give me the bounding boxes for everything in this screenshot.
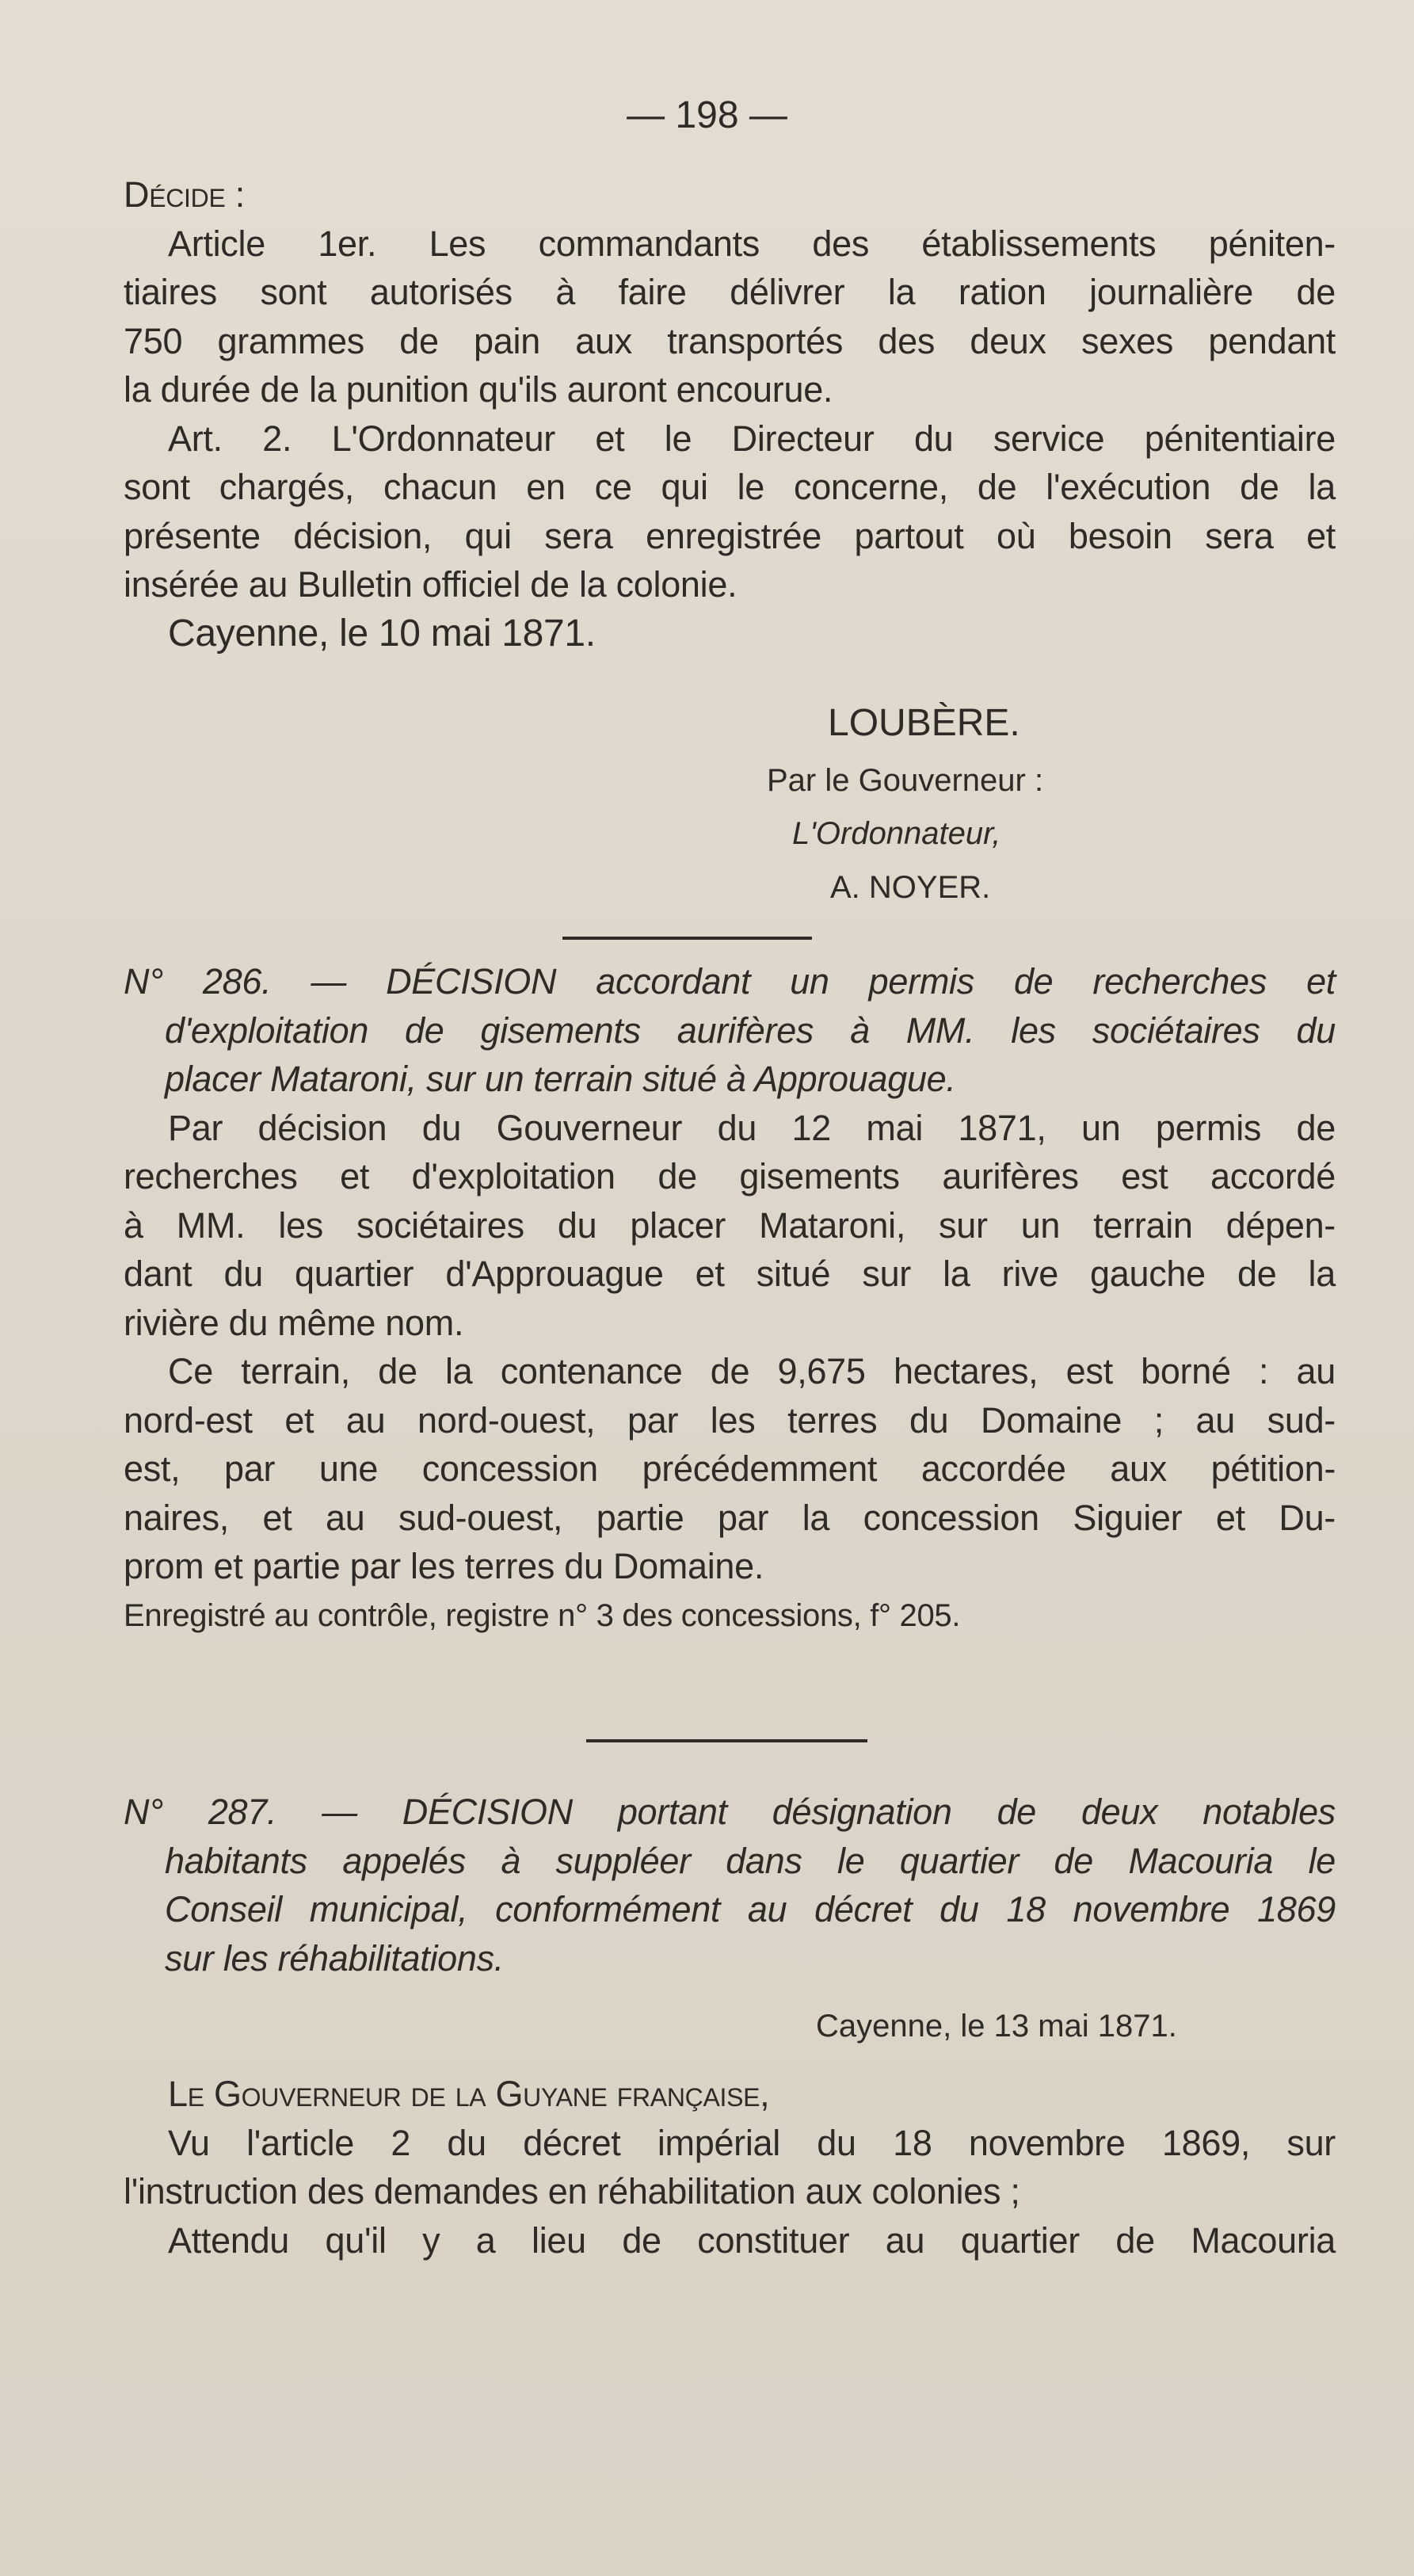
decision-287-line: Attendu qu'il y a lieu de constituer au quartier de Macouria	[168, 2219, 1336, 2261]
art1-line: tiaires sont autorisés à faire délivrer la ration journalière de	[124, 272, 1336, 312]
decision-287-line: l'instruction des demandes en réhabilitation aux colonies ;	[124, 2171, 1020, 2212]
art1-line: 750 grammes de pain aux transportés des deux sexes pendant	[124, 320, 1336, 361]
art1-line: la durée de la punition qu'ils auront encourue.	[124, 369, 833, 410]
decision-287-title-line: sur les réhabilitations.	[165, 1937, 505, 1979]
signature-title: L'Ordonnateur,	[792, 816, 1001, 851]
decision-286-title-line: placer Mataroni, sur un terrain situé à Approuague.	[165, 1059, 956, 1099]
decision-286	[124, 957, 1336, 1640]
decision-287-title-line: Conseil municipal, conformément au décret du 18 novembre 1869	[165, 1889, 1336, 1929]
date-line: Cayenne, le 10 mai 1871.	[168, 612, 596, 654]
decision-286-registered: Enregistré au contrôle, registre n° 3 des concessions, f° 205.	[124, 1597, 961, 1633]
art2-line: présente décision, qui sera enregistrée partout où besoin sera et	[124, 515, 1336, 556]
decision-287-body	[124, 2070, 1336, 2265]
decision-286-para-line: Ce terrain, de la contenance de 9,675 hectares, est borné : au	[168, 1351, 1336, 1391]
decision-286-para-line: dant du quartier d'Approuague et situé sur la rive gauche de la	[124, 1254, 1336, 1294]
decision-287-line: Vu l'article 2 du décret impérial du 18 novembre 1869, sur	[168, 2122, 1336, 2163]
decision-286-title-line: d'exploitation de gisements aurifères à MM. les sociétaires du	[165, 1009, 1336, 1051]
decision-286-para-line: nord-est et au nord-ouest, par les terres du Domaine ; au sud-	[124, 1399, 1336, 1441]
decision-286-para-line: Par décision du Gouverneur du 12 mai 1871, un permis de	[168, 1107, 1336, 1148]
decree-body	[124, 170, 1336, 658]
signature-signer: A. NOYER.	[830, 870, 991, 905]
art2-line: Art. 2. L'Ordonnateur et le Directeur du service pénitentiaire	[168, 418, 1336, 459]
section-divider	[586, 1739, 867, 1742]
page-number: — 198 —	[627, 94, 787, 136]
decision-286-para-line: recherches et d'exploitation de gisements aurifères est accordé	[124, 1156, 1336, 1196]
art1-line: Article 1er. Les commandants des établissements péniten-	[168, 223, 1336, 264]
decision-287	[124, 1788, 1336, 1983]
decision-286-para-line: est, par une concession précédemment accordée aux pétition-	[124, 1448, 1336, 1489]
decide-heading: Décide :	[124, 174, 245, 215]
art2-line: sont chargés, chacun en ce qui le concerne, de l'exécution de la	[124, 467, 1336, 507]
decision-287-title-line: habitants appelés à suppléer dans le quartier de Macouria le	[165, 1840, 1336, 1881]
decision-287-date: Cayenne, le 13 mai 1871.	[816, 2009, 1177, 2044]
decision-286-title-line: N° 286. — DÉCISION accordant un permis de recherches et	[124, 961, 1336, 1002]
decision-286-para-line: rivière du même nom.	[124, 1302, 464, 1343]
decision-286-para-line: à MM. les sociétaires du placer Mataroni, sur un terrain dépen-	[124, 1204, 1336, 1246]
decision-287-line: Le Gouverneur de la Guyane française,	[168, 2074, 770, 2114]
section-divider	[562, 937, 812, 940]
decision-287-title-line: N° 287. — DÉCISION portant désignation de deux notables	[124, 1792, 1336, 1832]
signature-by: Par le Gouverneur :	[767, 763, 1044, 798]
decision-286-para-line: naires, et au sud-ouest, partie par la concession Siguier et Du-	[124, 1497, 1336, 1538]
art2-line: insérée au Bulletin officiel de la colonie.	[124, 564, 737, 605]
signature-name: LOUBÈRE.	[828, 702, 1020, 744]
decision-286-para-line: prom et partie par les terres du Domaine.	[124, 1546, 764, 1586]
